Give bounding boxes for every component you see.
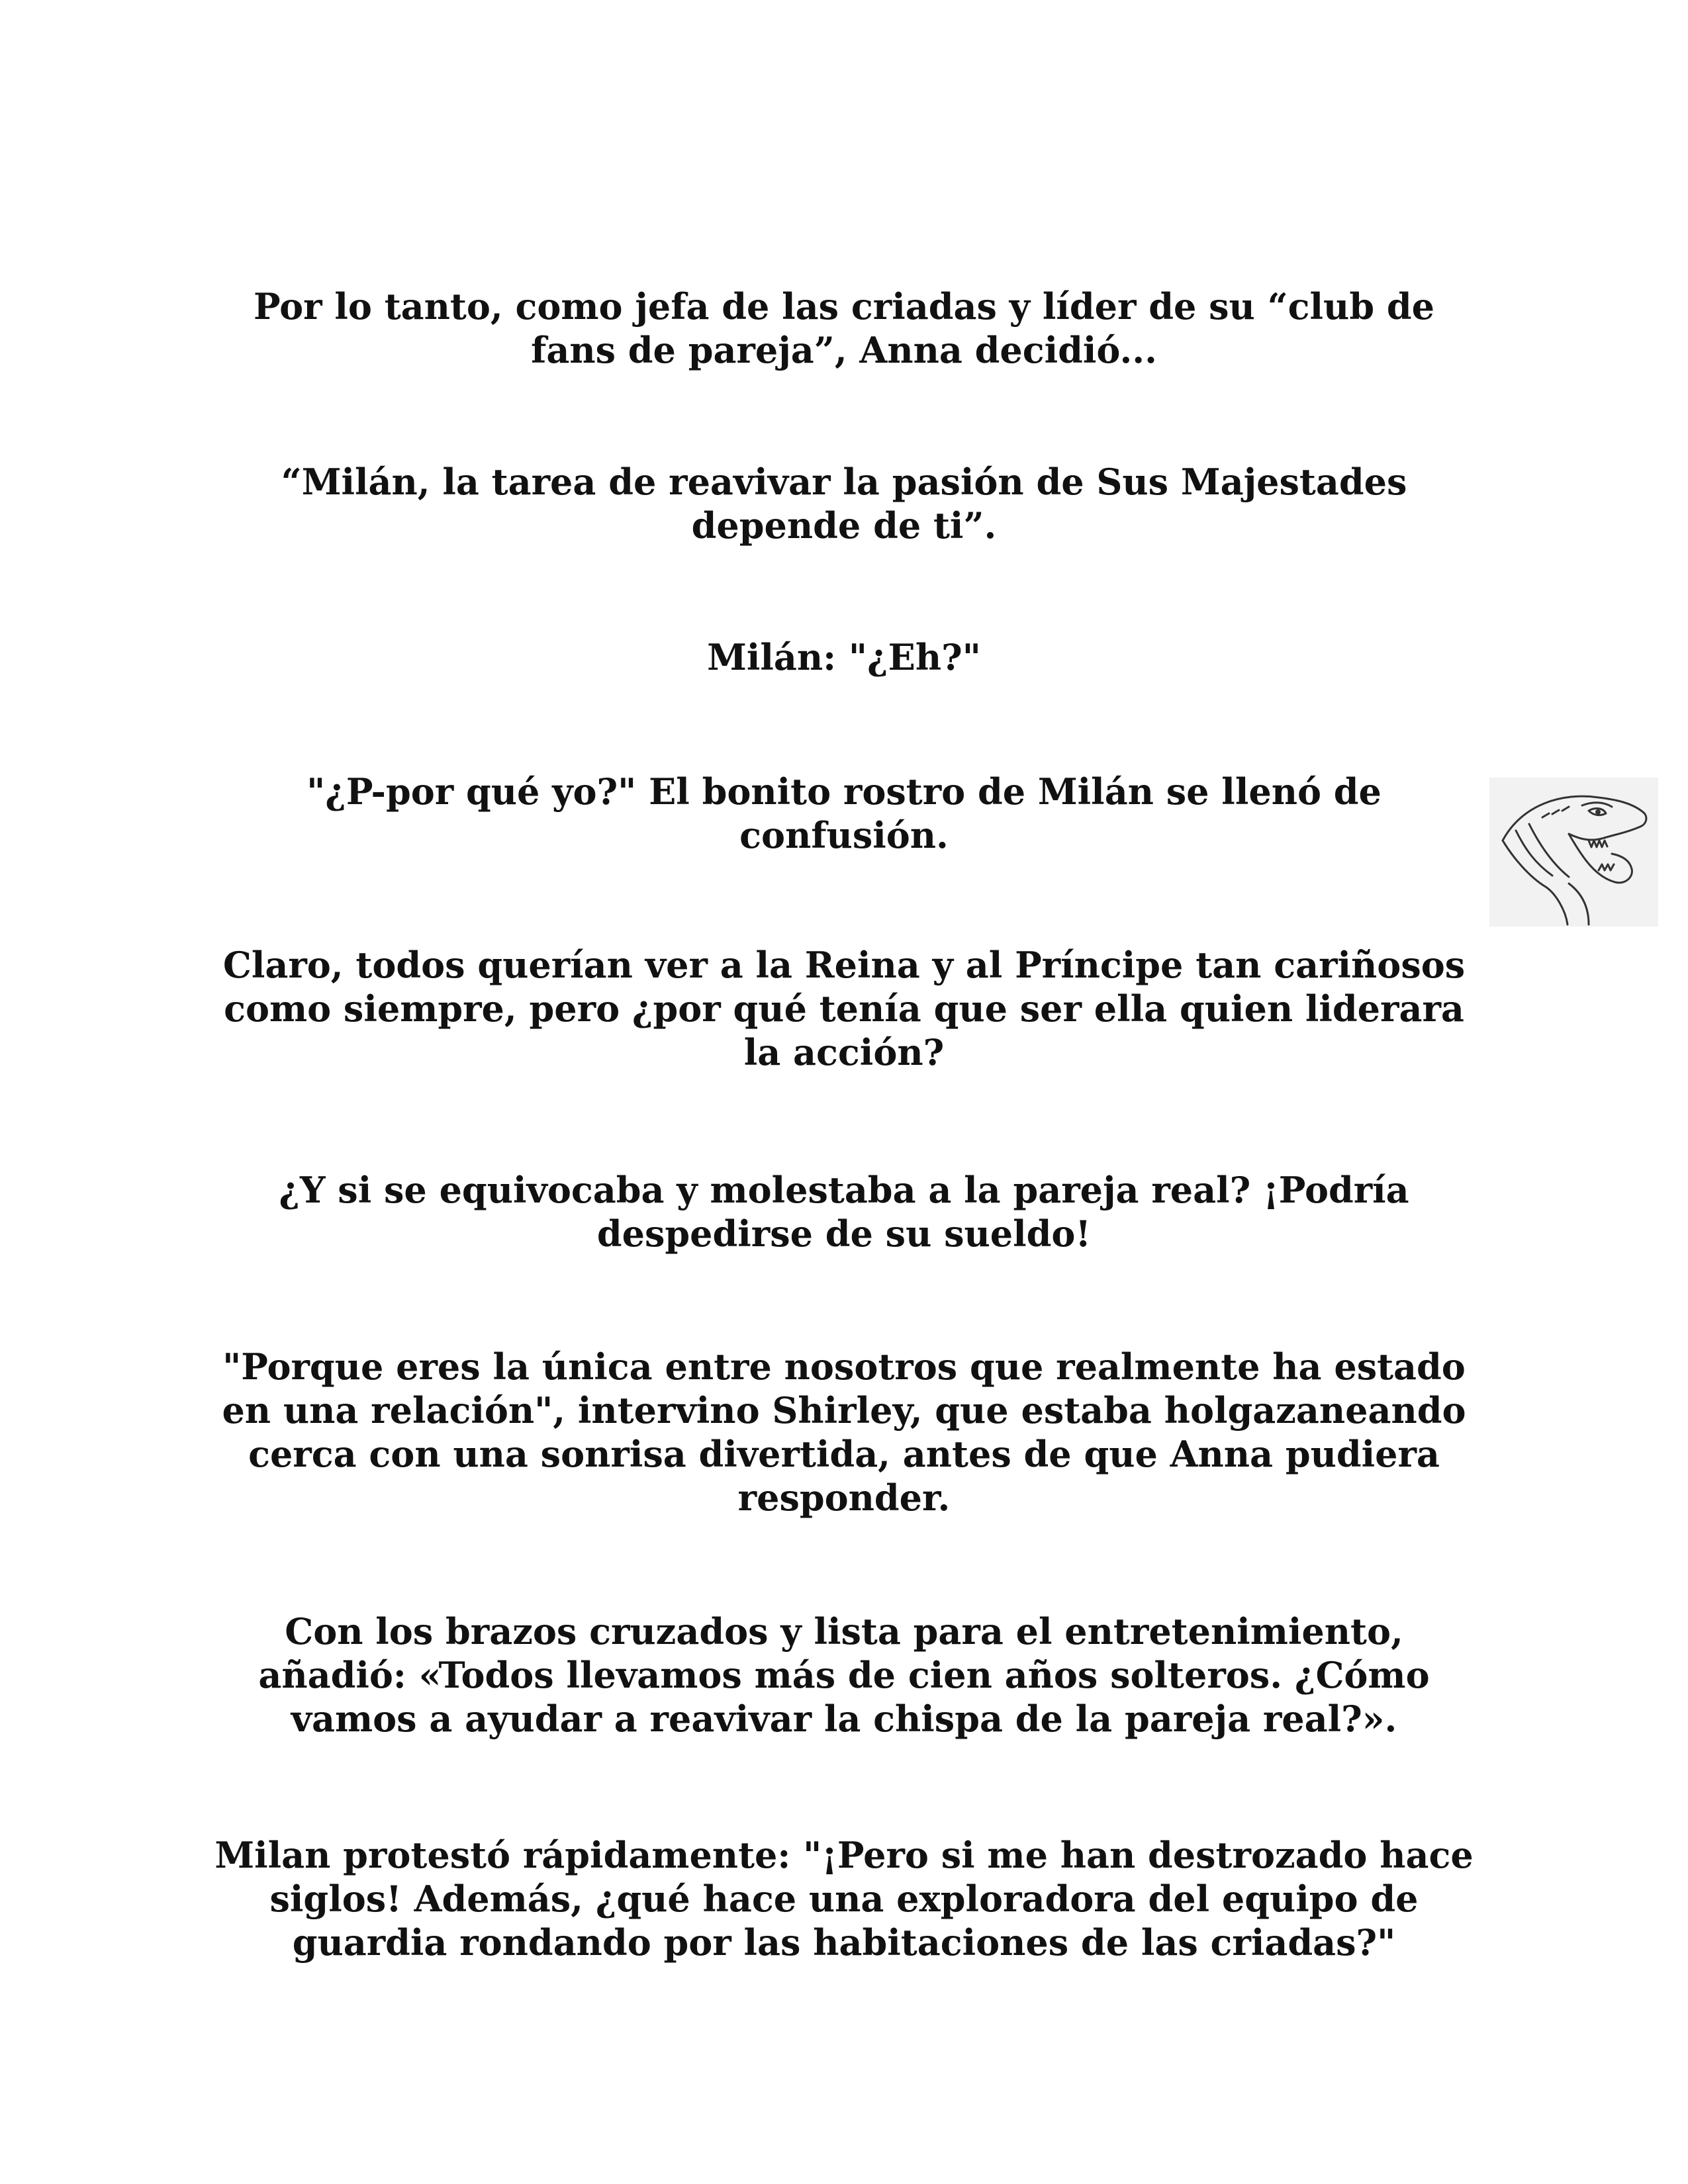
- paragraph-4: "¿P-por qué yo?" El bonito rostro de Milán se llenó de confusión.: [306, 770, 1382, 856]
- paragraph-7: "Porque eres la única entre nosotros que realmente ha estado en una relación", intervino Shirley, que estaba holgazaneando cerca con una sonrisa divertida, antes de que Anna pudiera responder.: [222, 1345, 1466, 1519]
- paragraph-8: Con los brazos cruzados y lista para el entretenimiento, añadió: «Todos llevamos más de cien años solteros. ¿Cómo vamos a ayudar a reavivar la chispa de la pareja real?».: [258, 1610, 1430, 1740]
- paragraph-3: Milán: "¿Eh?": [707, 636, 981, 678]
- paragraph-1: Por lo tanto, como jefa de las criadas y líder de su “club de fans de pareja”, Anna decidió...: [253, 285, 1434, 371]
- paragraph-9: Milan protestó rápidamente: "¡Pero si me han destrozado hace siglos! Además, ¿qué hace una exploradora del equipo de guardia rondando por las habitaciones de las criadas?": [214, 1834, 1474, 1964]
- paragraph-5: Claro, todos querían ver a la Reina y al Príncipe tan cariñosos como siempre, pero ¿por qué tenía que ser ella quien liderara la acción?: [222, 944, 1466, 1073]
- dinosaur-head-sketch-icon: [1489, 778, 1658, 927]
- paragraph-2: “Milán, la tarea de reavivar la pasión de Sus Majestades depende de ti”.: [281, 461, 1407, 547]
- paragraph-6: ¿Y si se equivocaba y molestaba a la pareja real? ¡Podría despedirse de su sueldo!: [279, 1169, 1409, 1255]
